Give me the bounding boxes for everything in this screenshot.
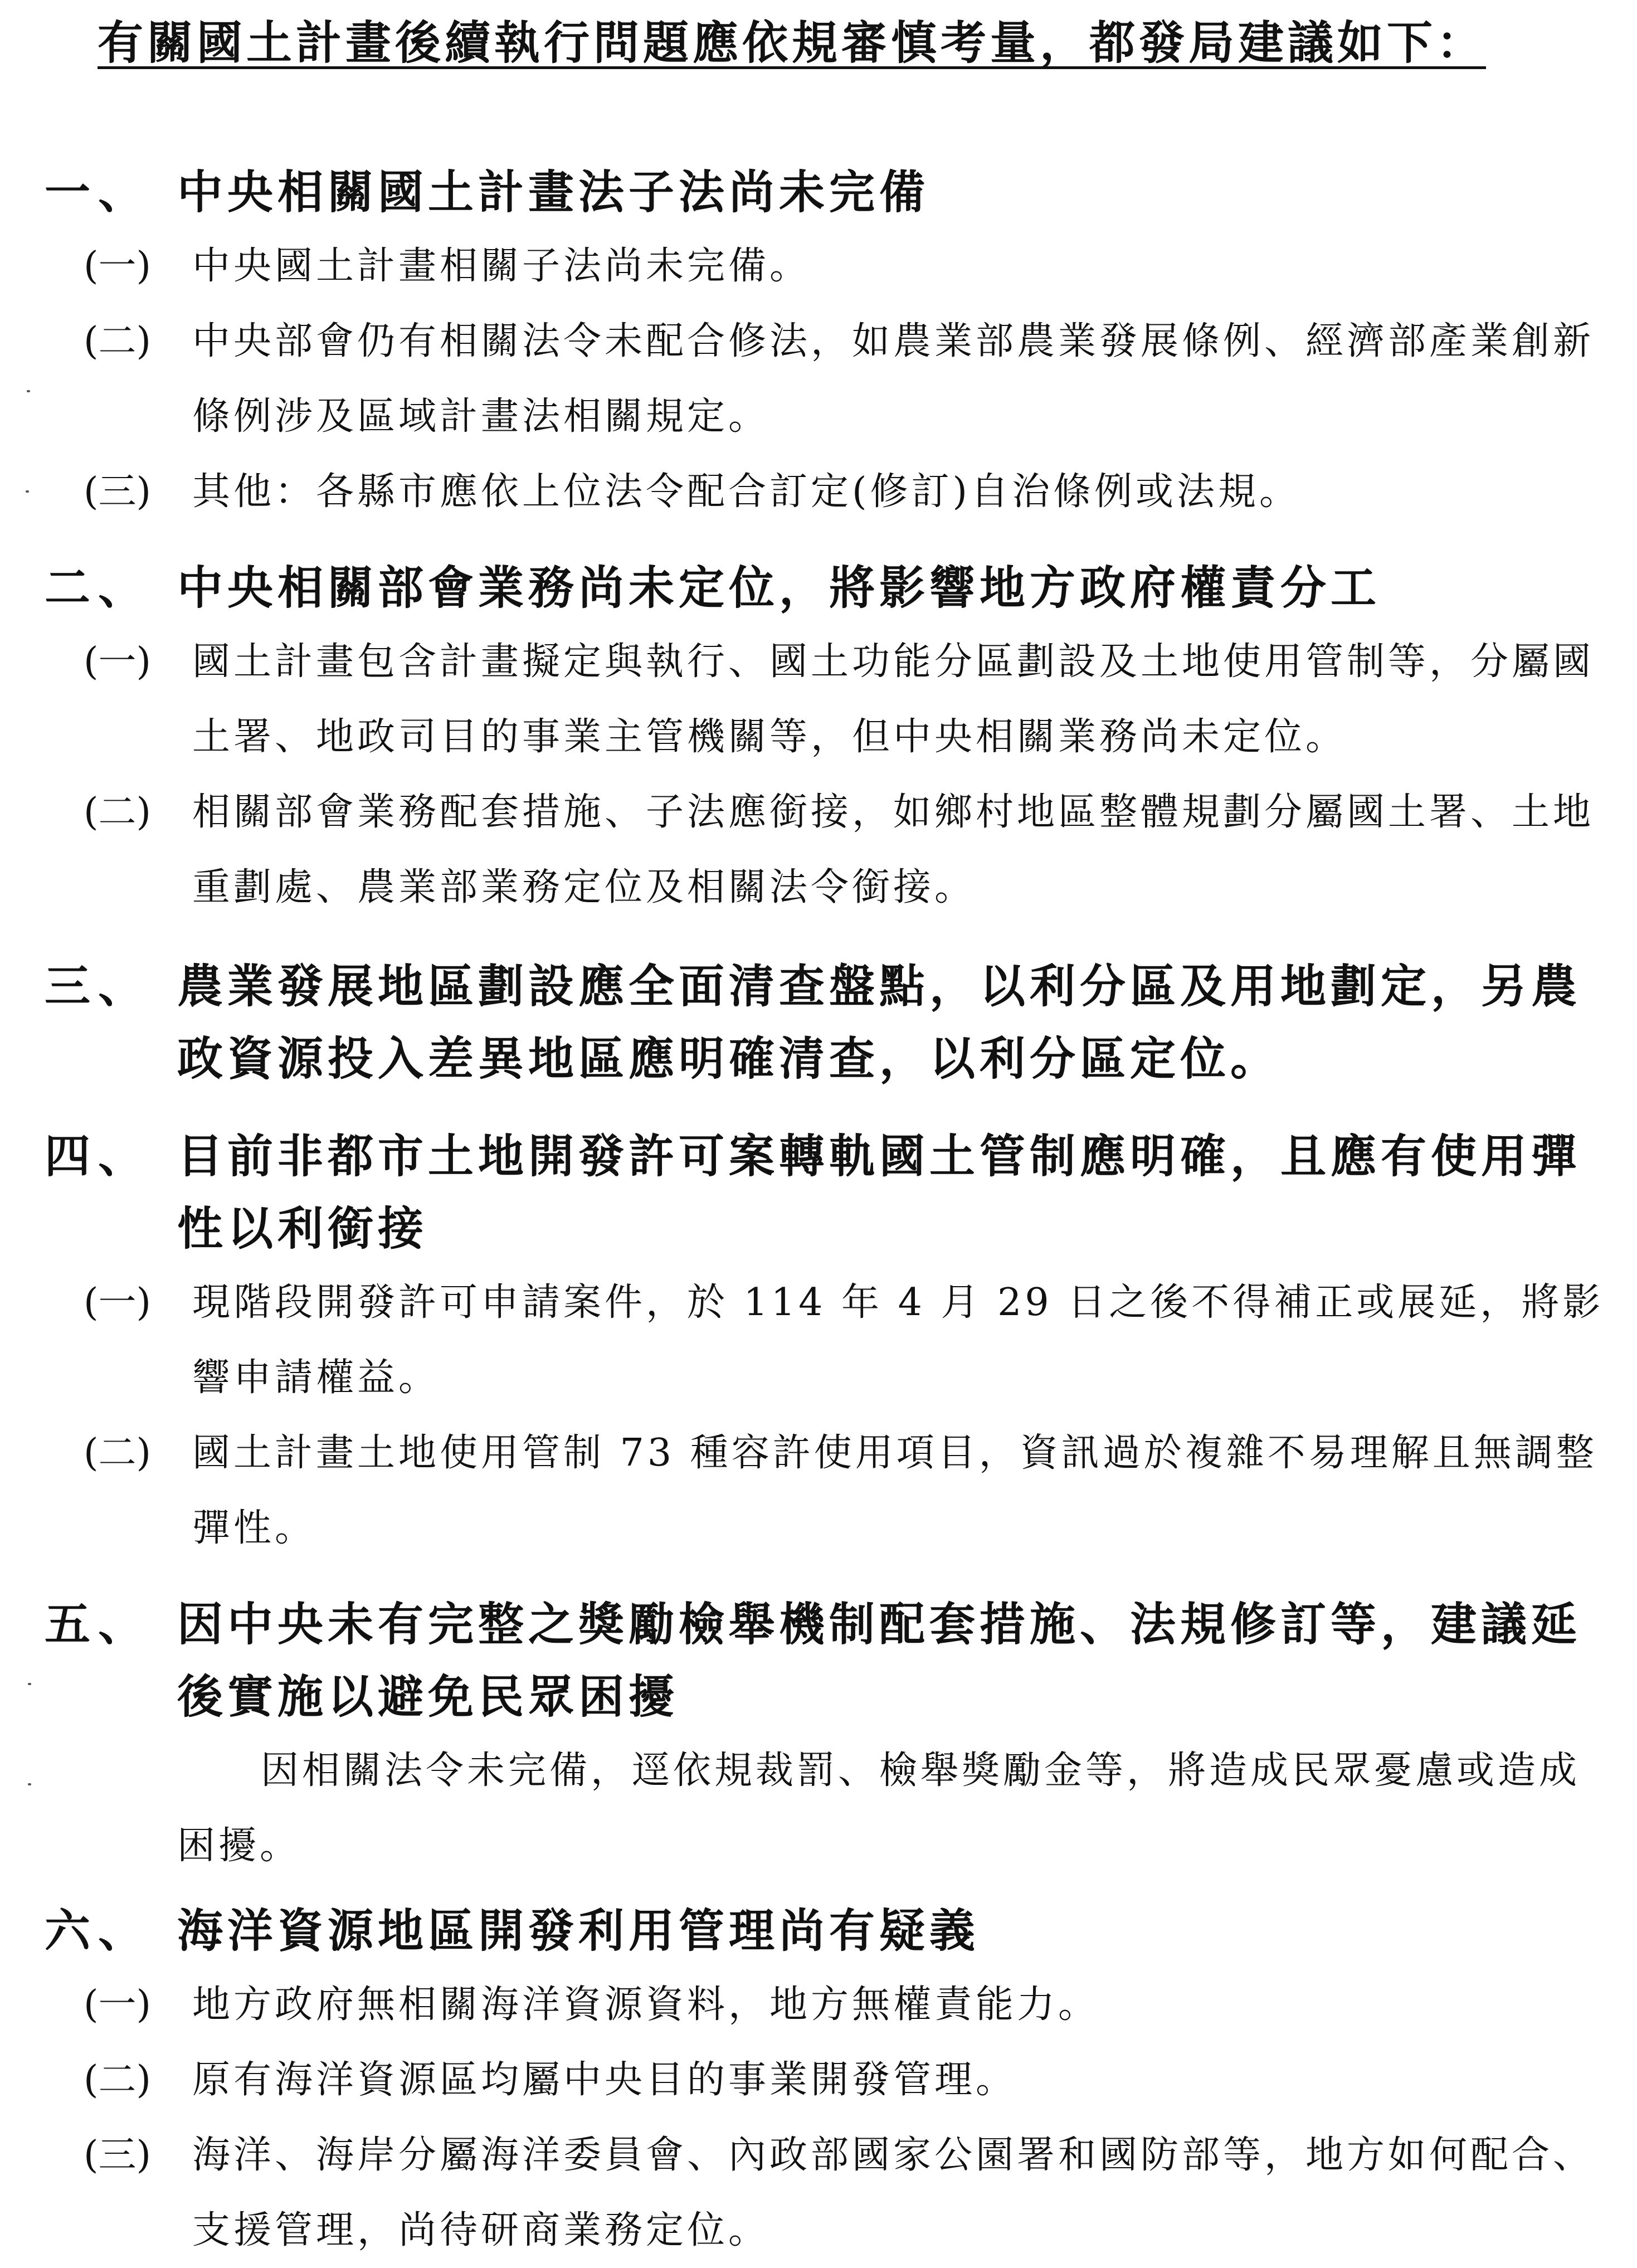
item-text: 海洋、海岸分屬海洋委員會、內政部國家公園署和國防部等，地方如何配合、支援管理，尚待研商業務定位。 xyxy=(192,2133,1595,2252)
section-number: 三、 xyxy=(45,960,152,1013)
item-number: (二) xyxy=(84,1431,152,1475)
section-title: 農業發展地區劃設應全面清查盤點，以利分區及用地劃定，另農政資源投入差異地區應明確清查，以利分區定位。 xyxy=(177,960,1582,1086)
item-text: 國土計畫土地使用管制 73 種容許使用項目，資訊過於複雜不易理解且無調整彈性。 xyxy=(192,1431,1597,1550)
list-item xyxy=(0,2042,1637,2118)
list-item xyxy=(0,1415,1637,1566)
section-4 xyxy=(0,1120,1637,1566)
item-number: (一) xyxy=(84,1983,152,2027)
section-heading xyxy=(0,950,1637,1095)
scan-speck xyxy=(28,1683,31,1685)
scan-speck xyxy=(26,490,29,493)
item-text: 國土計畫包含計畫擬定與執行、國土功能分區劃設及土地使用管制等，分屬國土署、地政司目的事業主管機關等，但中央相關業務尚未定位。 xyxy=(192,640,1595,759)
section-heading xyxy=(0,552,1637,624)
list-item xyxy=(0,1967,1637,2042)
section-title: 因中央未有完整之獎勵檢舉機制配套措施、法規修訂等，建議延後實施以避免民眾困擾 xyxy=(177,1598,1582,1724)
scan-speck xyxy=(27,390,30,392)
item-number: (二) xyxy=(84,319,152,363)
section-1 xyxy=(0,156,1637,529)
list-item xyxy=(0,304,1637,454)
item-text: 相關部會業務配套措施、子法應銜接，如鄉村地區整體規劃分屬國土署、土地重劃處、農業部業務定位及相關法令銜接。 xyxy=(192,790,1595,909)
section-paragraph: 因相關法令未完備，逕依規裁罰、檢舉獎勵金等，將造成民眾憂慮或造成困擾。 xyxy=(177,1749,1581,1868)
section-title: 中央相關部會業務尚未定位，將影響地方政府權責分工 xyxy=(177,561,1381,615)
list-item xyxy=(0,1265,1637,1415)
section-title: 目前非都市土地開發許可案轉軌國土管制應明確，且應有使用彈性以利銜接 xyxy=(177,1130,1582,1255)
section-number: 五、 xyxy=(45,1598,152,1651)
item-number: (一) xyxy=(84,244,152,288)
item-number: (一) xyxy=(84,1281,152,1325)
list-item xyxy=(0,624,1637,775)
section-number: 二、 xyxy=(45,561,152,615)
section-5 xyxy=(0,1588,1637,1883)
item-number: (三) xyxy=(84,2133,152,2177)
list-item xyxy=(0,775,1637,925)
item-number: (二) xyxy=(84,2058,152,2102)
section-number: 一、 xyxy=(45,166,152,219)
section-number: 四、 xyxy=(45,1130,152,1183)
item-number: (三) xyxy=(84,470,152,514)
item-number: (一) xyxy=(84,640,152,684)
item-text: 中央部會仍有相關法令未配合修法，如農業部農業發展條例、經濟部產業創新條例涉及區域計畫法相關規定。 xyxy=(192,319,1595,439)
item-text: 地方政府無相關海洋資源資料，地方無權責能力。 xyxy=(192,1983,1100,2027)
section-heading xyxy=(0,1588,1637,1733)
item-text: 原有海洋資源區均屬中央目的事業開發管理。 xyxy=(192,2058,1017,2102)
section-number: 六、 xyxy=(45,1904,152,1958)
list-item xyxy=(0,228,1637,304)
section-heading xyxy=(0,1120,1637,1265)
list-item xyxy=(0,2118,1637,2268)
list-item xyxy=(0,454,1637,529)
item-text: 中央國土計畫相關子法尚未完備。 xyxy=(192,244,811,288)
section-heading xyxy=(0,156,1637,228)
section-title: 海洋資源地區開發利用管理尚有疑義 xyxy=(177,1904,980,1958)
item-number: (二) xyxy=(84,790,152,834)
section-2 xyxy=(0,552,1637,925)
section-3 xyxy=(0,950,1637,1095)
section-6 xyxy=(0,1895,1637,2268)
item-text: 其他：各縣市應依上位法令配合訂定(修訂)自治條例或法規。 xyxy=(192,470,1301,514)
scan-speck xyxy=(28,1783,31,1785)
document-title: 有關國土計畫後續執行問題應依規審慎考量，都發局建議如下： xyxy=(98,16,1487,70)
item-text: 現階段開發許可申請案件，於 114 年 4 月 29 日之後不得補正或展延，將影響申請權益。 xyxy=(192,1281,1604,1400)
section-title: 中央相關國土計畫法子法尚未完備 xyxy=(177,166,930,219)
section-heading xyxy=(0,1895,1637,1967)
